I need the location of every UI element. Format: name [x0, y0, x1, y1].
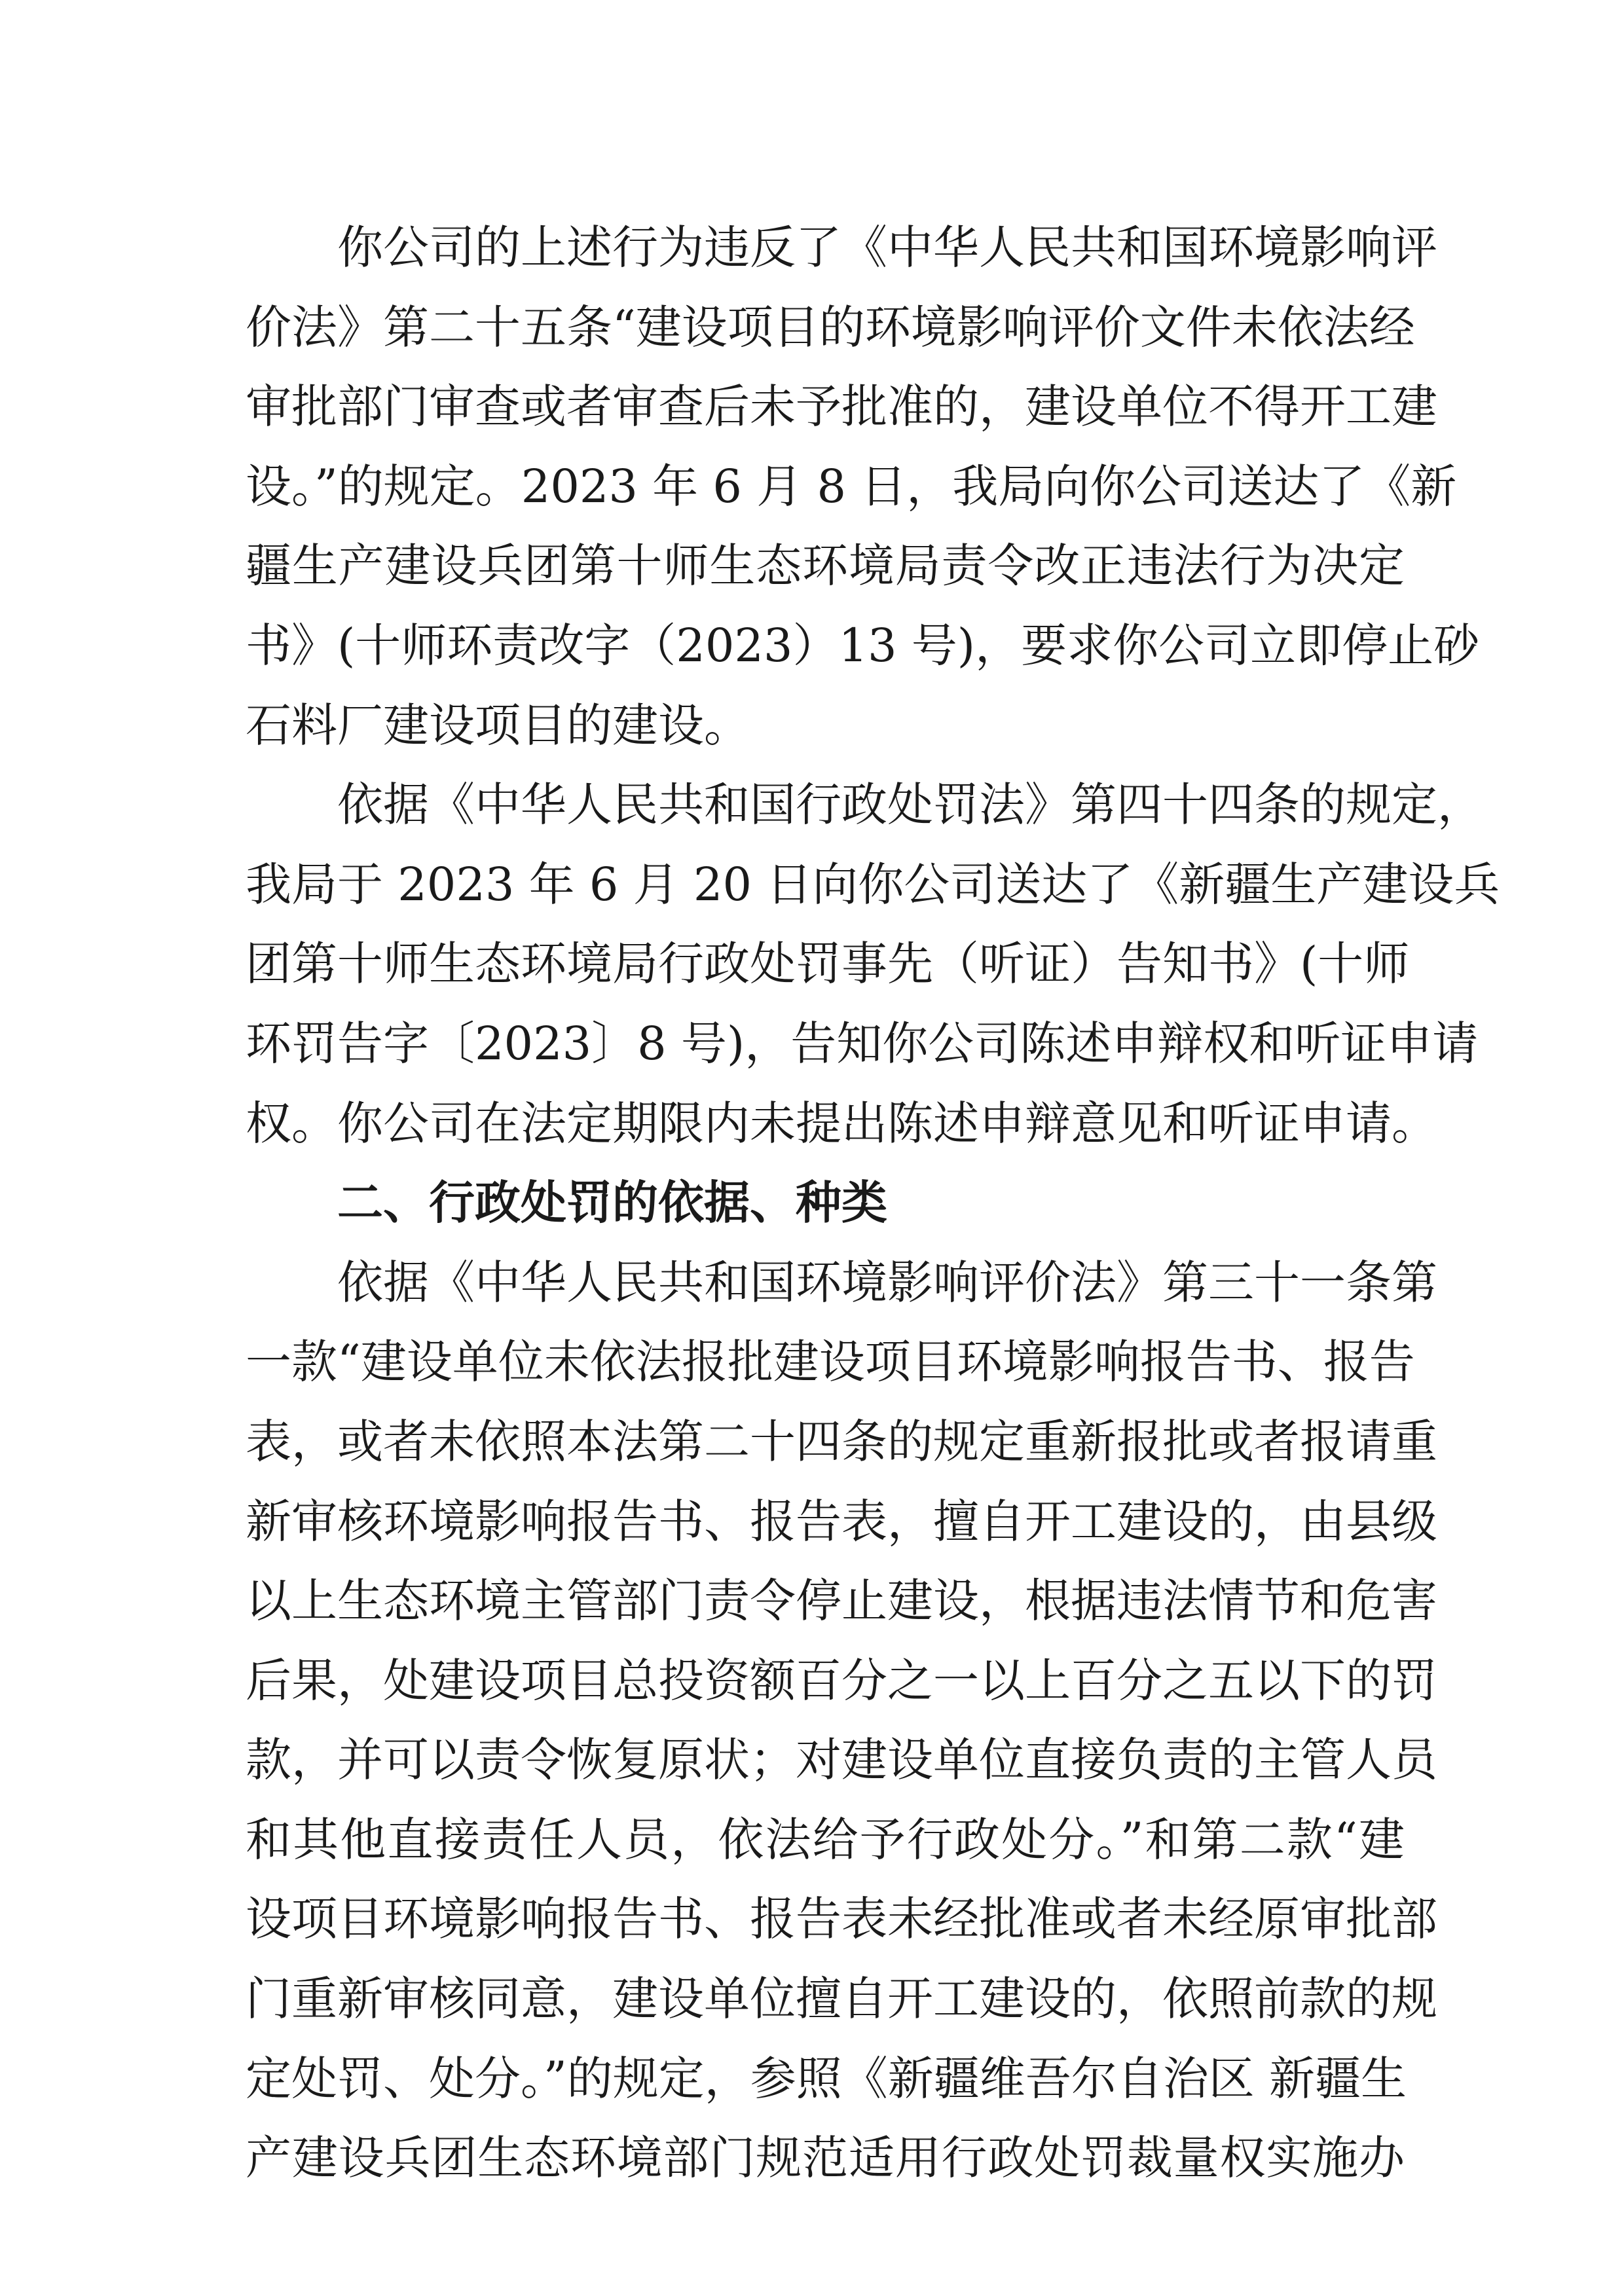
- paragraph-line: 新审核环境影响报告书、报告表，擅自开工建设的，由县级: [246, 1494, 1437, 1548]
- paragraph-line: 石料厂建设项目的建设。: [246, 698, 750, 752]
- section-heading: 二、行政处罚的依据、种类: [337, 1176, 887, 1230]
- paragraph-line: 产建设兵团生态环境部门规范适用行政处罚裁量权实施办: [246, 2131, 1405, 2185]
- paragraph-line: 和其他直接责任人员，依法给予行政处分。”和第二款“建: [246, 1812, 1405, 1867]
- paragraph-line: 表，或者未依照本法第二十四条的规定重新报批或者报请重: [246, 1414, 1437, 1468]
- paragraph-line: 设项目环境影响报告书、报告表未经批准或者未经原审批部: [246, 1892, 1437, 1946]
- paragraph-line: 权。你公司在法定期限内未提出陈述申辩意见和听证申请。: [246, 1096, 1437, 1150]
- paragraph-line: 门重新审核同意，建设单位擅自开工建设的，依照前款的规: [246, 1972, 1437, 2026]
- paragraph-line: 我局于 2023 年 6 月 20 日向你公司送达了《新疆生产建设兵: [246, 857, 1500, 911]
- paragraph-line: 你公司的上述行为违反了《中华人民共和国环境影响评: [337, 221, 1437, 274]
- paragraph-line: 价法》第二十五条“建设项目的环境影响评价文件未依法经: [246, 300, 1415, 354]
- paragraph-line: 定处罚、处分。”的规定，参照《新疆维吾尔自治区 新疆生: [246, 2051, 1407, 2105]
- paragraph-line: 环罚告字〔2023〕8 号)，告知你公司陈述申辩权和听证申请: [246, 1016, 1479, 1070]
- paragraph-line: 设。”的规定。2023 年 6 月 8 日，我局向你公司送达了《新: [246, 459, 1457, 513]
- paragraph-line: 后果，处建设项目总投资额百分之一以上百分之五以下的罚: [246, 1653, 1437, 1707]
- document-body: [246, 208, 1500, 2198]
- paragraph-line: 疆生产建设兵团第十师生态环境局责令改正违法行为决定: [246, 539, 1405, 593]
- paragraph-line: 一款“建设单位未依法报批建设项目环境影响报告书、报告: [246, 1335, 1415, 1389]
- paragraph-line: 款，并可以责令恢复原状；对建设单位直接负责的主管人员: [246, 1733, 1437, 1787]
- paragraph-line: 依据《中华人民共和国行政处罚法》第四十四条的规定，: [337, 778, 1483, 832]
- paragraph-line: 审批部门审查或者审查后未予批准的，建设单位不得开工建: [246, 380, 1437, 434]
- paragraph-line: 书》(十师环责改字（2023）13 号)，要求你公司立即停止砂: [246, 618, 1480, 672]
- paragraph-line: 依据《中华人民共和国环境影响评价法》第三十一条第: [337, 1255, 1437, 1309]
- paragraph-line: 团第十师生态环境局行政处罚事先（听证）告知书》(十师: [246, 937, 1410, 991]
- paragraph-line: 以上生态环境主管部门责令停止建设，根据违法情节和危害: [246, 1574, 1437, 1628]
